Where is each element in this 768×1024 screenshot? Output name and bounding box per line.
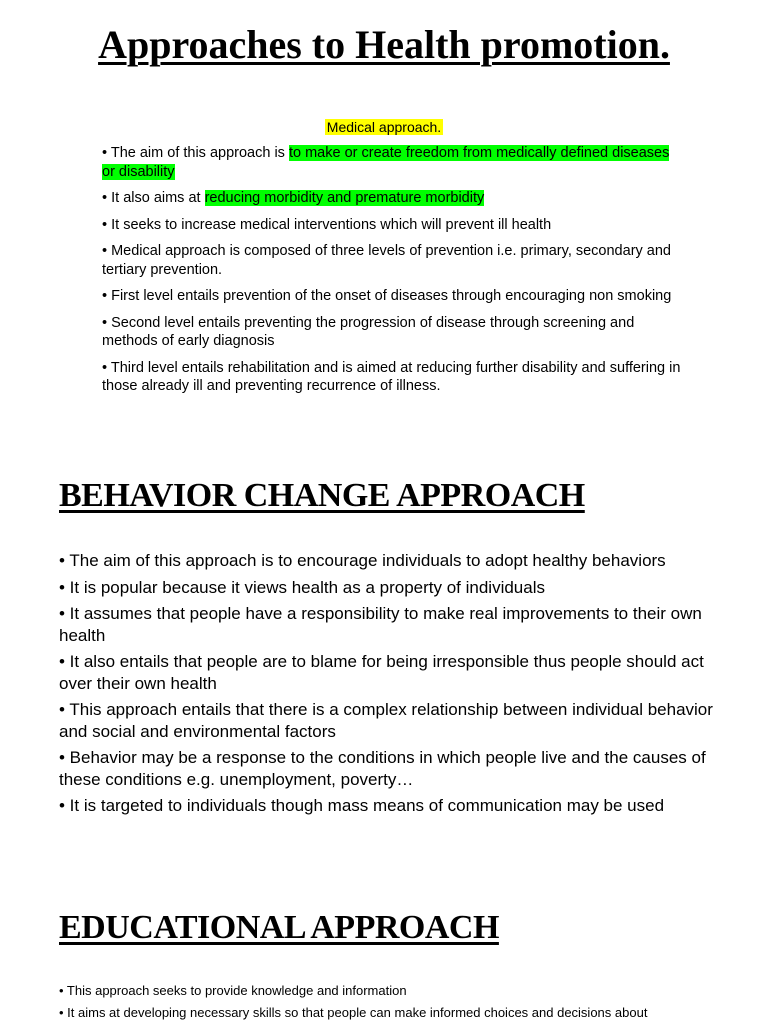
behavior-change-heading: BEHAVIOR CHANGE APPROACH <box>59 477 585 514</box>
medical-item-text: • It also aims at <box>102 190 205 206</box>
behavior-list-item: • Behavior may be a response to the conditions in which people live and the causes of these conditions e.g. unemployment, poverty… <box>59 748 706 789</box>
highlighted-text: to make or create freedom from medically defined diseases or disability <box>102 145 670 180</box>
medical-item-text: • The aim of this approach is <box>102 145 289 161</box>
medical-list-item <box>102 189 682 208</box>
behavior-change-list <box>59 550 719 822</box>
medical-list-item: • First level entails prevention of the onset of diseases through encouraging non smoking <box>102 288 672 304</box>
behavior-list-item: • The aim of this approach is to encourage individuals to adopt healthy behaviors <box>59 551 666 570</box>
behavior-list-item: • It is targeted to individuals though mass means of communication may be used <box>59 796 665 815</box>
medical-list-item: • Medical approach is composed of three levels of prevention i.e. primary, secondary and tertiary prevention. <box>102 243 671 278</box>
medical-approach-list <box>102 144 682 404</box>
medical-approach-heading-wrap <box>0 117 768 137</box>
page-title: Approaches to Health promotion. <box>98 22 670 67</box>
medical-list-item <box>102 144 682 181</box>
behavior-list-item: • It also entails that people are to blame for being irresponsible thus people should act over their own health <box>59 652 704 693</box>
medical-list-item: • Second level entails preventing the progression of disease through screening and methods of early diagnosis <box>102 314 635 349</box>
behavior-list-item: • It is popular because it views health as a property of individuals <box>59 577 545 597</box>
medical-list-item: • Third level entails rehabilitation and is aimed at reducing further disability and suffering in those already ill and preventing recurrence of illness. <box>102 359 681 394</box>
behavior-list-item: • It assumes that people have a responsibility to make real improvements to their own health <box>59 604 702 645</box>
medical-list-item: • It seeks to increase medical interventions which will prevent ill health <box>102 216 552 233</box>
educational-list-item: • This approach seeks to provide knowledge and information <box>59 983 407 998</box>
educational-approach-list <box>59 982 739 1024</box>
behavior-list-item: • This approach entails that there is a complex relationship between individual behavior and social and environmental factors <box>59 700 713 741</box>
highlighted-text: reducing morbidity and premature morbidity <box>204 190 485 206</box>
educational-approach-heading: EDUCATIONAL APPROACH <box>59 909 499 946</box>
medical-approach-heading: Medical approach. <box>326 119 442 135</box>
educational-list-item: • It aims at developing necessary skills so that people can make informed choices and decisions about <box>59 1005 648 1020</box>
